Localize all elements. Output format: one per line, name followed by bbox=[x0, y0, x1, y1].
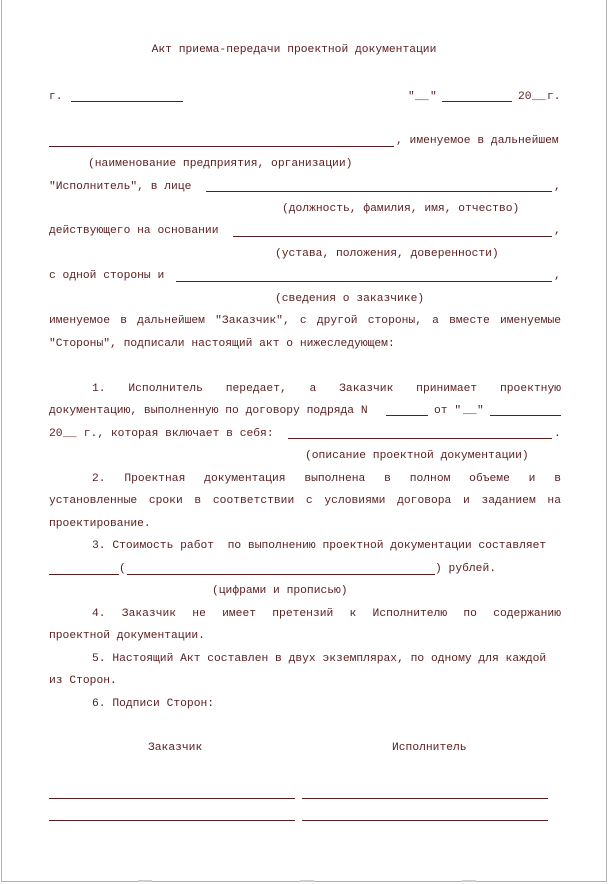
signature-customer-line1 bbox=[49, 798, 295, 799]
cost-words-blank bbox=[127, 574, 435, 575]
document-title: Акт приема-передачи проектной документации bbox=[151, 44, 437, 56]
date-suffix: г. bbox=[547, 91, 561, 103]
clause4-line2: проектной документации. bbox=[49, 630, 205, 642]
clause2-line2: установленные сроки в соответствии с условиями договора и заданием на bbox=[49, 495, 561, 507]
other-side-text: с одной стороны и bbox=[49, 270, 165, 282]
signature-customer-line2 bbox=[49, 820, 295, 821]
contract-month-blank bbox=[490, 415, 561, 416]
contractor-after-blank: , именуемое в дальнейшем bbox=[396, 135, 559, 147]
signature-contractor-line1 bbox=[302, 798, 548, 799]
date-close-quote: " bbox=[430, 91, 437, 103]
contractor-person-comma: , bbox=[554, 181, 561, 193]
contract-day-blank: __ bbox=[463, 405, 477, 417]
documentation-description-blank bbox=[288, 438, 552, 439]
clause3-line1: 3. Стоимость работ по выполнению проектной документации составляет bbox=[92, 540, 547, 552]
contract-number-blank bbox=[386, 415, 428, 416]
contractor-person-blank bbox=[206, 191, 552, 192]
signature-contractor-label: Исполнитель bbox=[392, 742, 467, 754]
hint-basis: (устава, положения, доверенности) bbox=[275, 248, 499, 260]
clause2-line3: проектирование. bbox=[49, 518, 151, 530]
contractor-basis-comma: , bbox=[554, 225, 561, 237]
document-page bbox=[1, 0, 607, 882]
contractor-role-text: "Исполнитель", в лице bbox=[49, 181, 192, 193]
hint-documentation: (описание проектной документации) bbox=[305, 450, 529, 462]
contractor-basis-blank bbox=[233, 236, 552, 237]
hint-person: (должность, фамилия, имя, отчество) bbox=[282, 203, 520, 215]
date-open-quote: " bbox=[408, 91, 415, 103]
bottom-edge-mark bbox=[300, 880, 314, 882]
contractor-name-blank bbox=[49, 146, 394, 147]
clause1-line1: 1. Исполнитель передает, а Заказчик принимает проектную bbox=[92, 383, 561, 395]
bottom-edge-mark bbox=[462, 880, 476, 882]
clause2-line1: 2. Проектная документация выполнена в полном объеме и в bbox=[92, 473, 561, 485]
bottom-edge-mark bbox=[138, 880, 152, 882]
city-blank bbox=[71, 101, 183, 102]
hint-customer: (сведения о заказчике) bbox=[275, 293, 425, 305]
city-prefix: г. bbox=[49, 91, 63, 103]
clause1-line2b: от " bbox=[434, 405, 462, 417]
cost-close-text: ) рублей. bbox=[435, 563, 497, 575]
contract-year-blank: __ bbox=[63, 428, 77, 440]
clause1-line2c: " bbox=[477, 405, 484, 417]
cost-open-paren: ( bbox=[119, 563, 126, 575]
clause4-line1: 4. Заказчик не имеет претензий к Исполнителю по содержанию bbox=[92, 608, 561, 620]
date-month-blank bbox=[442, 101, 512, 102]
clause1-line3-end: . bbox=[554, 428, 561, 440]
clause5-line2: из Сторон. bbox=[49, 675, 117, 687]
parties-line: "Стороны", подписали настоящий акт о нижеследующем: bbox=[49, 338, 395, 350]
signature-customer-label: Заказчик bbox=[148, 742, 203, 754]
clause5-line1: 5. Настоящий Акт составлен в двух экземплярах, по одному для каждой bbox=[92, 653, 547, 665]
date-day-blank: __ bbox=[415, 91, 429, 103]
clause6-line1: 6. Подписи Сторон: bbox=[92, 698, 215, 710]
date-year-blank: __ bbox=[532, 91, 546, 103]
customer-info-blank bbox=[176, 281, 552, 282]
cost-number-blank bbox=[49, 574, 119, 575]
signature-contractor-line2 bbox=[302, 820, 548, 821]
hint-organization: (наименование предприятия, организации) bbox=[88, 158, 353, 170]
customer-info-comma: , bbox=[554, 270, 561, 282]
customer-role-line: именуемое в дальнейшем "Заказчик", с другой стороны, а вместе именуемые bbox=[49, 315, 561, 327]
clause1-line2a: документацию, выполненную по договору подряда N bbox=[49, 405, 368, 417]
date-year-prefix: 20 bbox=[518, 91, 532, 103]
hint-cost: (цифрами и прописью) bbox=[212, 585, 348, 597]
clause1-line3a: 20 bbox=[49, 428, 63, 440]
clause1-line3b: г., которая включает в себя: bbox=[77, 428, 274, 440]
contractor-basis-text: действующего на основании bbox=[49, 225, 219, 237]
